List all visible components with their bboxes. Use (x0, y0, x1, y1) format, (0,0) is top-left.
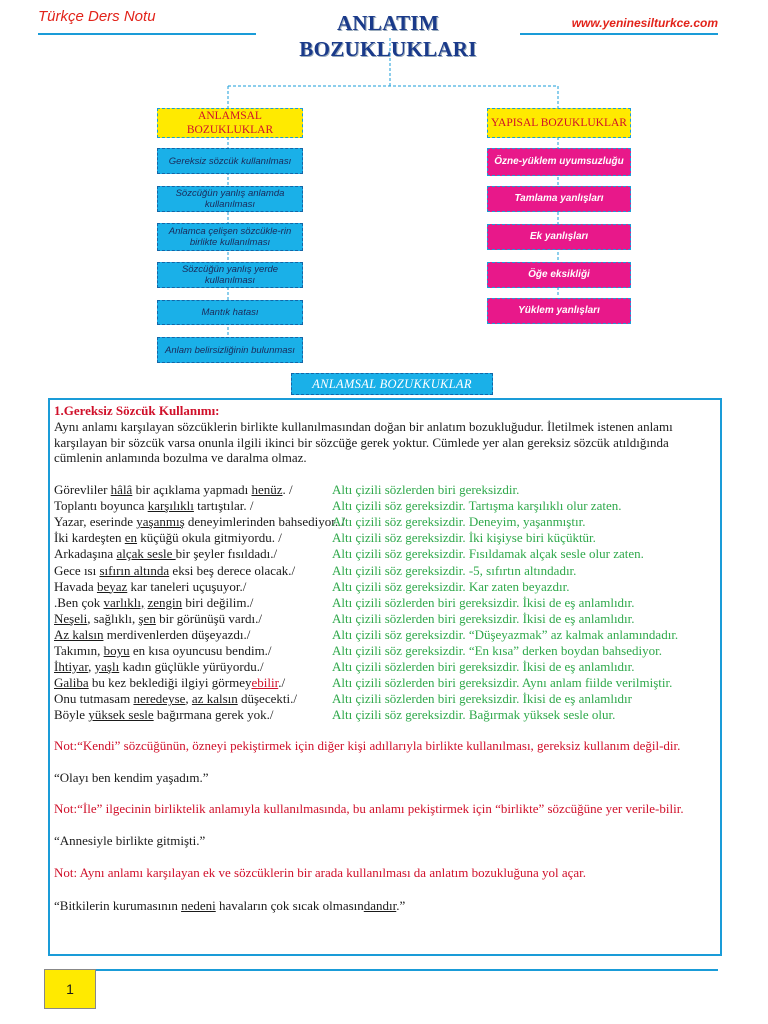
example-sentence (54, 611, 262, 627)
example-sentence (54, 675, 285, 691)
underlined-word: Neşeli (54, 610, 88, 626)
example-explanation: Altı çizili sözlerden biri gereksizdir. İkisi de eş anlamlıdır. (332, 610, 635, 626)
example-explanation: Altı çizili söz gereksizdir. Tartışma karşılıklı olur zaten. (332, 498, 622, 514)
left-item-2: Sözcüğün yanlış anlamda kullanılması (157, 186, 303, 212)
underlined-word: yüksek sesle (88, 707, 154, 723)
brand-label: Türkçe Ders Notu (38, 8, 156, 25)
example-explanation: Altı çizili sözlerden biri gereksizdir. (332, 482, 520, 497)
example-row (54, 563, 714, 579)
note-ek: Not: Aynı anlamı karşılayan ek ve sözcüklerin bir arada kullanılması da anlatım bozukluğuna yol açar. (54, 865, 587, 880)
underlined-word: sıfırın altında (99, 562, 170, 578)
example-explanation: Altı çizili sözlerden biri gereksizdir. İkisi de eş anlamlıdır (332, 691, 632, 707)
underlined-word: beyaz (96, 578, 128, 594)
sentence-text: . / (282, 482, 293, 497)
left-item-4: Sözcüğün yanlış yerde kullanılması (157, 262, 303, 288)
sentence-text: Onu tutmasam (54, 691, 134, 707)
example-row (54, 579, 714, 595)
sentence-text: Gece ısı (54, 562, 100, 578)
example-explanation: Altı çizili söz gereksizdir. Kar zaten beyazdır. (332, 578, 570, 594)
sentence-text: kadın güçlükle yürüyordu./ (119, 659, 264, 675)
example-explanation: Altı çizili söz gereksizdir. “Düşeyazmak” az kalmak anlamındadır. (332, 626, 679, 642)
sentence-text: Görevliler (54, 482, 111, 497)
right-item-1: Özne-yüklem uyumsuzluğu (487, 148, 631, 176)
sentence-text: ./ (278, 675, 286, 691)
example-row (54, 514, 714, 530)
example-row (54, 546, 714, 562)
diagram-connectors (0, 0, 768, 380)
underlined-word: varlıklı, (103, 594, 145, 610)
sentence-text: Takımın, (54, 643, 104, 658)
example-sentence (54, 627, 250, 643)
sentence-text: Havada (54, 578, 97, 594)
example-sentence (54, 579, 246, 595)
intro-paragraph: Aynı anlamı karşılayan sözcüklerin birlikte kullanılmasından doğan bir anlatım bozukluğudur. İletilmek istenen anlamı karşılayan bir sözcük varsa onunla ilgili ikinci bir sözcüğe gerek yoktur. Cümlede yer alan gereksiz sözcük atıldığında cümlenin anlamında bozulma ve daralma olmaz. (54, 418, 673, 466)
sentence-text: merdivenlerden düşeyazdı./ (103, 626, 251, 642)
left-item-6: Anlam belirsizliğinin bulunması (157, 337, 303, 363)
example-explanation: Altı çizili söz gereksizdir. Fısıldamak alçak sesle olur zaten. (332, 546, 644, 562)
sentence-text: , (185, 691, 192, 707)
sentence-text: kar taneleri uçuşuyor./ (127, 578, 247, 594)
example-sentence (54, 659, 264, 675)
right-item-3: Ek yanlışları (487, 224, 631, 250)
website-link[interactable]: www.yeninesilturkce.com (571, 16, 718, 30)
underlined-word: zengin (147, 594, 183, 610)
sentence-text: , (88, 659, 95, 675)
underlined-word: hâlâ (110, 482, 133, 497)
content-box (48, 398, 722, 956)
example-explanation: Altı çizili söz gereksizdir. Bağırmak yüksek sesle olur. (332, 707, 616, 723)
sentence-text: bir açıklama yapmadı (132, 482, 252, 497)
underlined-word: ebilir (251, 675, 279, 691)
section-label: ANLAMSAL BOZUKKUKLAR (291, 373, 493, 395)
example-explanation: Altı çizili sözlerden biri gereksizdir. İkisi de eş anlamlıdır. (332, 659, 635, 675)
underlined-word: henüz (251, 482, 283, 497)
sentence-text: en kısa oyuncusu bendim./ (129, 643, 272, 658)
sentence-text: bu kez beklediği ilgiyi görmey (88, 675, 252, 691)
example-sentence (54, 707, 274, 723)
example-row (54, 498, 714, 514)
underlined-word: yaşlı (94, 659, 120, 675)
example-row (54, 643, 714, 659)
sentence-text: bir görünüşü vardı./ (155, 610, 262, 626)
right-item-5: Yüklem yanlışları (487, 298, 631, 324)
underlined-word: alçak sesle (116, 546, 176, 562)
underlined-word: İhtiyar (54, 659, 89, 675)
example-sentence (54, 691, 297, 707)
footer-divider (44, 969, 718, 971)
sentence-text: Böyle (54, 707, 89, 723)
example-row (54, 611, 714, 627)
example-ek: “Bitkilerin kurumasının nedeni havaların çok sıcak olmasındandır.” (54, 898, 406, 913)
example-row (54, 530, 714, 546)
example-explanation: Altı çizili sözlerden biri gereksizdir. Aynı anlam fiilde verilmiştir. (332, 675, 673, 691)
category-yapisal: YAPISAL BOZUKLUKLAR (487, 108, 631, 138)
right-item-4: Öğe eksikliği (487, 262, 631, 288)
example-explanation: Altı çizili söz gereksizdir. Deneyim, yaşanmıştır. (332, 514, 586, 530)
page-number: 1 (44, 969, 96, 1009)
underlined-word: boyu (103, 643, 130, 658)
example-row (54, 595, 714, 611)
example-sentence (54, 530, 282, 546)
right-item-2: Tamlama yanlışları (487, 186, 631, 212)
sentence-text: bağırmana gerek yok./ (153, 707, 274, 723)
left-item-5: Mantık hatası (157, 300, 303, 325)
example-explanation: Altı çizili söz gereksizdir. İki kişiyse biri küçüktür. (332, 530, 596, 546)
sentence-text: düşecekti./ (237, 691, 297, 707)
example-sentence (54, 643, 272, 659)
example-kendi: “Olayı ben kendim yaşadım.” (54, 770, 209, 785)
sentence-text: biri değilim./ (182, 594, 254, 610)
example-row (54, 659, 714, 675)
section-heading: 1.Gereksiz Sözcük Kullanımı: (54, 403, 220, 418)
example-sentence (54, 514, 345, 530)
note-kendi: Not:“Kendi” sözcüğünün, özneyi pekiştirmek için diğer kişi adıllarıyla birlikte kullanılması, gereksiz kullanım değil-dir. (54, 738, 681, 753)
underlined-word: şen (138, 610, 156, 626)
sentence-text: , sağlıklı, (87, 610, 139, 626)
example-sentence (54, 482, 293, 498)
category-anlamsal: ANLAMSAL BOZUKLUKLAR (157, 108, 303, 138)
note-ile: Not:“İle” ilgecinin birliktelik anlamıyla kullanılmasında, bu anlamı pekiştirmek için “birlikte” sözcüğüne yer verile-bilir. (54, 801, 684, 816)
underlined-word: karşılıklı (147, 498, 194, 514)
sentence-text: tartıştılar. / (193, 498, 254, 514)
example-row (54, 675, 714, 691)
example-sentence (54, 546, 277, 562)
example-explanation: Altı çizili söz gereksizdir. “En kısa” derken boydan bahsediyor. (332, 643, 662, 658)
underlined-word: neredeyse (133, 691, 186, 707)
underlined-word: Az kalsın (54, 626, 104, 642)
example-row (54, 691, 714, 707)
example-sentence (54, 498, 253, 514)
page-title: ANLATIM BOZUKLUKLARI (256, 10, 520, 36)
sentence-text: küçüğü okula gitmiyordu. / (137, 530, 282, 546)
example-explanation: Altı çizili sözlerden biri gereksizdir. İkisi de eş anlamlıdır. (332, 594, 635, 610)
underlined-word: yaşanmış (136, 514, 185, 530)
underlined-word: Galiba (54, 675, 89, 691)
sentence-text: Arkadaşına (54, 546, 117, 562)
example-sentence (54, 595, 253, 611)
sentence-text: deneyimlerinden bahsediyor. / (184, 514, 345, 530)
sentence-text: Toplantı boyunca (54, 498, 148, 514)
example-ile: “Annesiyle birlikte gitmişti.” (54, 833, 206, 848)
example-row (54, 482, 714, 498)
sentence-text: eksi beş derece olacak./ (169, 562, 296, 578)
underlined-word: en (124, 530, 138, 546)
underlined-word: az kalsın (191, 691, 238, 707)
example-row (54, 627, 714, 643)
example-row (54, 707, 714, 723)
sentence-text: İki kardeşten (54, 530, 125, 546)
left-item-3: Anlamca çelişen sözcükle-rin birlikte kullanılması (157, 223, 303, 251)
left-item-1: Gereksiz sözcük kullanılması (157, 148, 303, 174)
example-sentence (54, 563, 295, 579)
sentence-text: bir şeyler fısıldadı./ (175, 546, 278, 562)
sentence-text: .Ben çok (54, 594, 104, 610)
sentence-text: Yazar, eserinde (54, 514, 137, 530)
example-explanation: Altı çizili söz gereksizdir. -5, sıfırtın altındadır. (332, 562, 577, 578)
